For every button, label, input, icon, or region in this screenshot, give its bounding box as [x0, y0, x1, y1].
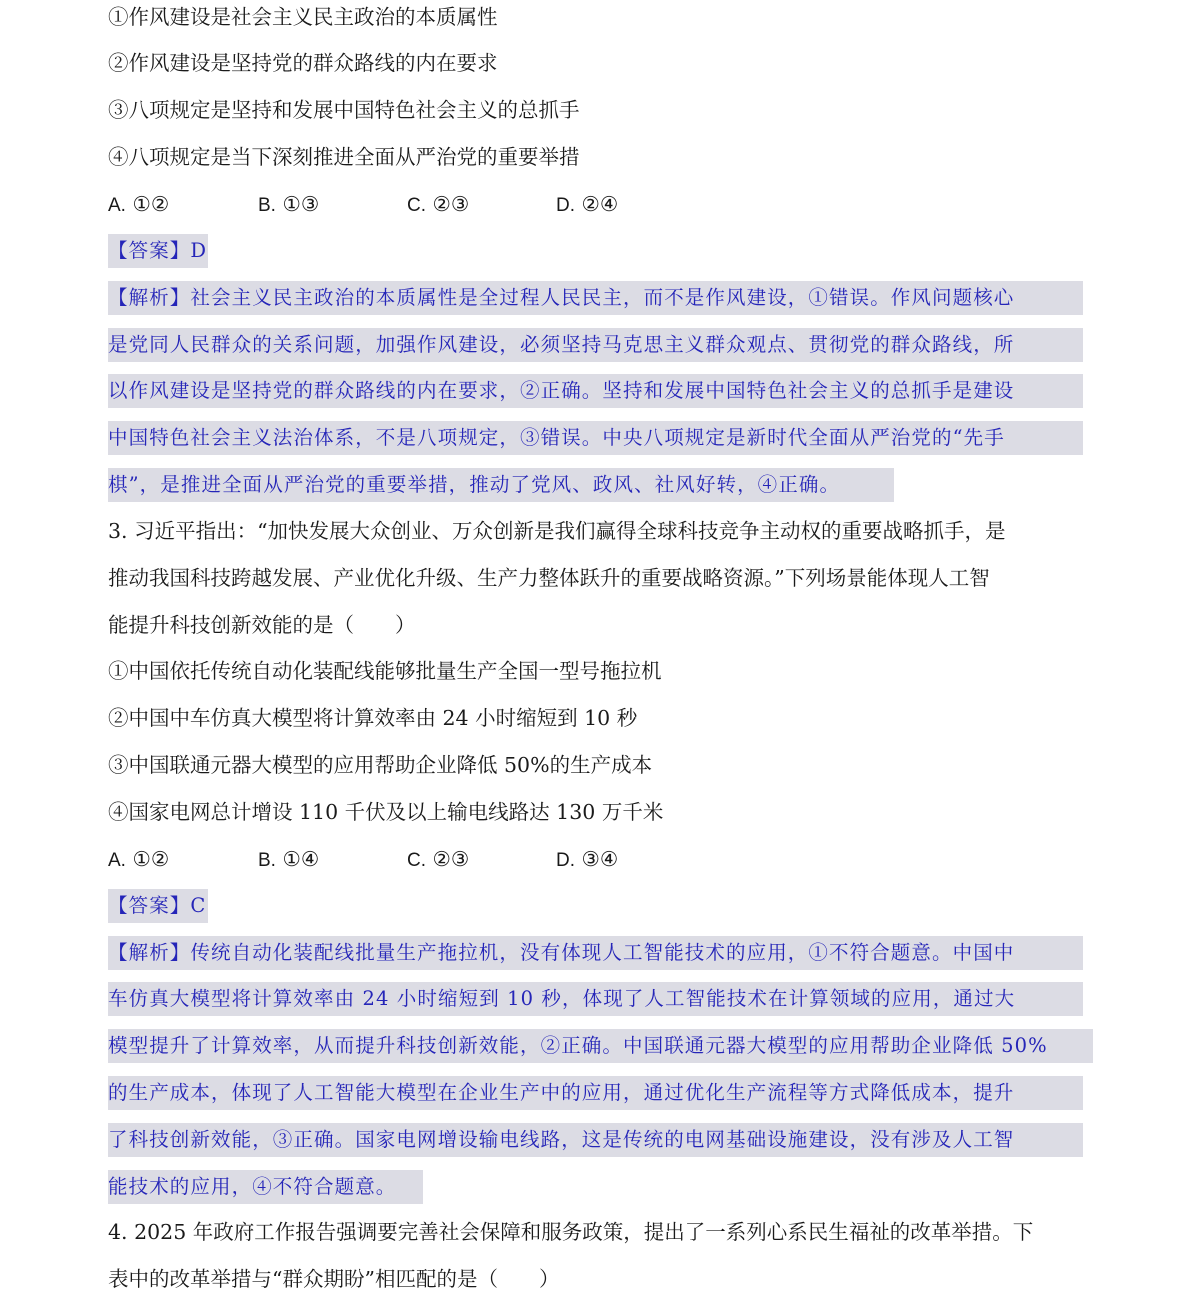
q3-option-1: ①中国依托传统自动化装配线能够批量生产全国一型号拖拉机 [108, 659, 662, 683]
q3-choice-d: D. ③④ [556, 847, 619, 871]
q3-stem-line-2: 推动我国科技跨越发展、产业优化升级、生产力整体跃升的重要战略资源。”下列场景能体现人工智 [108, 566, 990, 590]
q3-analysis-line-4: 的生产成本，体现了人工智能大模型在企业生产中的应用，通过优化生产流程等方式降低成本，提升 [108, 1076, 1083, 1110]
q3-option-4: ④国家电网总计增设 110 千伏及以上输电线路达 130 万千米 [108, 800, 664, 824]
q3-analysis-line-5: 了科技创新效能，③正确。国家电网增设输电线路，这是传统的电网基础设施建设，没有涉及人工智 [108, 1123, 1083, 1157]
q2-choice-a: A. ①② [108, 192, 170, 216]
q2-analysis-line-1: 【解析】社会主义民主政治的本质属性是全过程人民民主，而不是作风建设，①错误。作风问题核心 [108, 281, 1083, 315]
q2-choice-d: D. ②④ [556, 192, 619, 216]
q3-option-3: ③中国联通元器大模型的应用帮助企业降低 50%的生产成本 [108, 753, 653, 777]
q3-choice-c: C. ②③ [407, 847, 470, 871]
q3-answer: 【答案】C [108, 889, 208, 923]
q2-choice-c: C. ②③ [407, 192, 470, 216]
q2-choice-b: B. ①③ [258, 192, 320, 216]
q2-analysis-line-4: 中国特色社会主义法治体系，不是八项规定，③错误。中央八项规定是新时代全面从严治党的“先手 [108, 421, 1083, 455]
q3-stem-line-3: 能提升科技创新效能的是（ ） [108, 613, 416, 637]
q3-choices [108, 836, 708, 883]
q4-stem-line-2: 表中的改革举措与“群众期盼”相匹配的是（ ） [108, 1267, 560, 1291]
q3-analysis-line-6: 能技术的应用，④不符合题意。 [108, 1170, 423, 1204]
q2-analysis-line-3: 以作风建设是坚持党的群众路线的内在要求，②正确。坚持和发展中国特色社会主义的总抓手是建设 [108, 374, 1083, 408]
q3-choice-a: A. ①② [108, 847, 170, 871]
q2-option-1: ①作风建设是社会主义民主政治的本质属性 [108, 5, 498, 29]
q3-analysis-line-3: 模型提升了计算效率，从而提升科技创新效能，②正确。中国联通元器大模型的应用帮助企业降低 50% [108, 1029, 1093, 1063]
q2-analysis-line-2: 是党同人民群众的关系问题，加强作风建设，必须坚持马克思主义群众观点、贯彻党的群众路线，所 [108, 328, 1083, 362]
q4-stem-line-1: 4. 2025 年政府工作报告强调要完善社会保障和服务政策，提出了一系列心系民生福祉的改革举措。下 [108, 1220, 1034, 1244]
q2-analysis-line-5: 棋”，是推进全面从严治党的重要举措，推动了党风、政风、社风好转，④正确。 [108, 468, 894, 502]
q2-answer: 【答案】D [108, 234, 208, 268]
q3-stem-line-1: 3. 习近平指出：“加快发展大众创业、万众创新是我们赢得全球科技竞争主动权的重要战略抓手，是 [108, 519, 1006, 543]
q2-option-2: ②作风建设是坚持党的群众路线的内在要求 [108, 51, 498, 75]
q3-analysis-line-1: 【解析】传统自动化装配线批量生产拖拉机，没有体现人工智能技术的应用，①不符合题意。中国中 [108, 936, 1083, 970]
q2-option-4: ④八项规定是当下深刻推进全面从严治党的重要举措 [108, 145, 580, 169]
q3-option-2: ②中国中车仿真大模型将计算效率由 24 小时缩短到 10 秒 [108, 706, 638, 730]
q3-choice-b: B. ①④ [258, 847, 320, 871]
q2-option-3: ③八项规定是坚持和发展中国特色社会主义的总抓手 [108, 98, 580, 122]
q2-choices [108, 181, 708, 228]
q3-analysis-line-2: 车仿真大模型将计算效率由 24 小时缩短到 10 秒，体现了人工智能技术在计算领域的应用，通过大 [108, 982, 1083, 1016]
